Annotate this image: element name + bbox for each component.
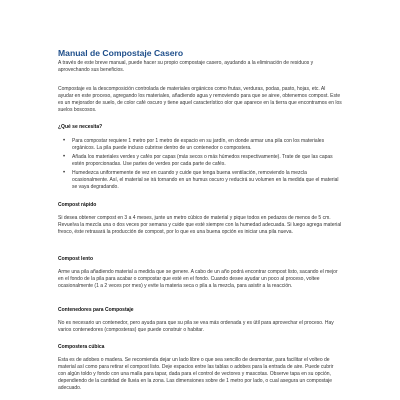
section-heading: Compostera cúbica: [58, 344, 105, 350]
list-item: • Humedezca uniformemente de vez en cuando y cuide que tenga buena ventilación, removiendo la mezcla ocasionalmente. Así, el material se irá tornando en un humus oscuro y reducirá su volumen en la medida que el material se vaya degradando.: [72, 170, 342, 191]
list-item: • Añada los materiales verdes y cafés por capas (más secos o más húmedos respectivamente). Trate de que las capas estén proporcionadas. Use partes de verdes por cada parte de cafés.: [72, 154, 342, 168]
requirements-list: [58, 138, 342, 191]
section-containers: [58, 307, 342, 334]
section-requirements: [58, 124, 342, 193]
section-cubic-composter: [58, 344, 342, 392]
section-slow-compost: [58, 256, 342, 290]
section-text: Esta es de adobes o madera. Se recomienda dejar un lado libre o que sea sencillo de desmontar, para facilitar el volteo de material así como para retirar el compost listo. Deje espacios entre las tablas o adobes para la entrada de aire. Puede cubrir con algún toldo y fondo con una malla para tapar, dada para el control de vectores y mascotas. Observe tapa en su opción, dependiendo de la cantidad de lluvia en la zona. Las dimensiones sobre de 1 metro por lado, o cual asegura un compostaje adecuado.: [58, 357, 334, 391]
section-text: Arme una pila añadiendo material a medida que se genere. A cabo de un año podrá encontrar compost listo, sacando el mejor en el fondo de la pila para acabar o compostar que esté en el fondo. Cuando desee ayudar un poco al proceso, voltee ocasionalmente (1 a 2 veces por mes) y evite la materia seca o pila a la mezcla, para asistir a la reacción.: [58, 269, 338, 289]
section-text: Si desea obtener compost en 3 a 4 meses, junte un metro cúbico de material y pique todos en pedazos de menos de 5 cm. Revuelva la mezcla una o dos veces por semana y cuide que esté siempre con la humedad adecuada. Si luego agrega material fresco, éste retrasará la producción de compost, por lo que es una buena opción es iniciar una pila nueva.: [58, 215, 342, 235]
paragraph-definition: Compostaje es la descomposición controlada de materiales orgánicos como frutas, verduras, podas, pasto, hojas, etc. Al ayudar en este proceso, agregando los materiales, añadiendo agua y removiendo para que se airee, obtenemos compost. Este es un mejorador de suelo, de color café oscuro y tiene aquel característico olor que aparece en la tierra que encontramos en los suelos boscosos.: [58, 86, 342, 113]
section-text: No es necesario un contenedor, pero ayuda para que su pila se vea más ordenada y es útil para aprovechar el proceso. Hay varios contenedores (composteras) que puede construir o habitar.: [58, 320, 334, 333]
section-fast-compost: [58, 202, 342, 236]
intro-text: A través de este breve manual, puede hacer su propio compostaje casero, ayudando a la eliminación de residuos y aprovechando sus beneficios.: [58, 60, 314, 73]
list-item: • Para compostar requiere 1 metro por 1 metro de espacio en su jardín, en donde armar una pila con los materiales orgánicos. La pila puede incluso cubrirse dentro de un contenedor o compostera.: [72, 138, 342, 152]
section-heading: ¿Qué se necesita?: [58, 124, 103, 130]
section-heading: Compost rápido: [58, 202, 97, 208]
section-heading: Contenedores para Compostaje: [58, 307, 134, 313]
section-heading: Compost lento: [58, 256, 93, 262]
document-title: Manual de Compostaje Casero: [58, 48, 184, 58]
